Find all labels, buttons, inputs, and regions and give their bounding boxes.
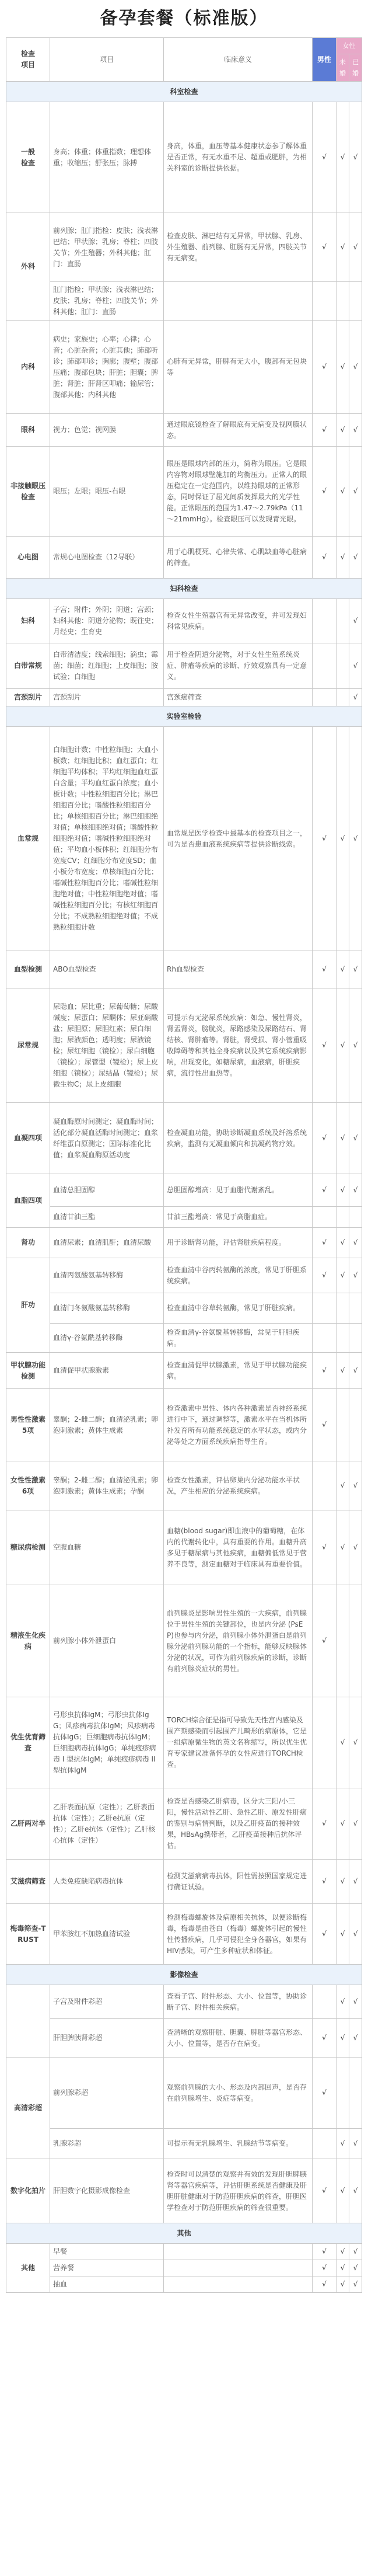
table-row [6, 2058, 362, 2129]
check-unmarried [337, 1389, 349, 1461]
row-item: 乙肝表面抗原（定性）；乙肝表面抗体（定性）；乙肝e抗原（定性）；乙肝e抗体（定性）；乙肝核心抗体（定性） [50, 1788, 164, 1860]
row-meaning: 用于心肌梗死、心律失常、心肌缺血等心脏病的筛查。 [164, 537, 313, 579]
section-row [6, 579, 362, 599]
check-male: √ [313, 2260, 337, 2276]
row-item: 肛门指检；甲状腺；浅表淋巴结；皮肤；乳房；脊柱；四肢关节；外科其他；肛门：直肠 [50, 282, 164, 321]
table-row [6, 1461, 362, 1510]
row-item: 前列腺彩超 [50, 2058, 164, 2129]
check-male: √ [313, 1228, 337, 1258]
row-meaning: Rh血型检查 [164, 951, 313, 988]
row-project: 数字化拍片 [6, 2159, 50, 2223]
check-male: √ [313, 1353, 337, 1389]
section-title: 影像检查 [6, 1965, 362, 1985]
check-married: √ [349, 1461, 362, 1510]
check-married: √ [349, 1697, 362, 1788]
check-married [349, 2058, 362, 2129]
check-unmarried: √ [337, 727, 349, 951]
check-male: √ [313, 414, 337, 447]
row-project: 优生优育筛查 [6, 1697, 50, 1788]
table-row [6, 447, 362, 537]
check-male [313, 282, 337, 321]
row-project: 白带常规 [6, 643, 50, 689]
table-row [6, 213, 362, 282]
check-male [313, 1324, 337, 1353]
check-unmarried [337, 1585, 349, 1697]
row-item: 视力；色觉；视网膜 [50, 414, 164, 447]
row-project [6, 1985, 50, 2058]
check-unmarried: √ [337, 951, 349, 988]
row-item: 子宫及附件彩超 [50, 1985, 164, 2019]
row-meaning: 检查皮肤、淋巴结有无异常，甲状腺、乳房、外生殖器、前列腺、肛肠有无异常，四肢关节有无病变。 [164, 213, 313, 282]
section-row [6, 82, 362, 102]
row-project: 血脂四项 [6, 1174, 50, 1228]
row-item: 营养餐 [50, 2260, 164, 2276]
row-item: ABO血型检查 [50, 951, 164, 988]
table-row [6, 1228, 362, 1258]
check-unmarried: √ [337, 2260, 349, 2276]
package-table [6, 37, 362, 2293]
check-married: √ [349, 321, 362, 414]
table-row [6, 282, 362, 321]
check-married: √ [349, 1510, 362, 1585]
check-unmarried: √ [337, 213, 349, 282]
header-female: 女性 [337, 38, 362, 54]
row-meaning: 用于诊断肾功能，评估肾脏疾病程度。 [164, 1228, 313, 1258]
row-meaning: 血常规是医学检查中最基本的检查项目之一，可为是否患血液系统疾病等提供诊断线索。 [164, 727, 313, 951]
row-meaning: 甘油三酯增高：常见于高脂血症。 [164, 1207, 313, 1228]
check-male: √ [313, 1258, 337, 1293]
row-meaning: 检查女性激素，评估卵巢内分泌功能水平状况，产生相应的分泌系统疾病。 [164, 1461, 313, 1510]
check-married [349, 1293, 362, 1324]
table-row [6, 1389, 362, 1461]
check-male: √ [313, 1788, 337, 1860]
table-row [6, 1985, 362, 2019]
header-unmarried: 未婚 [337, 54, 349, 82]
row-project: 乙肝两对半 [6, 1788, 50, 1860]
check-unmarried: √ [337, 2159, 349, 2223]
check-unmarried [337, 643, 349, 689]
check-male: √ [313, 537, 337, 579]
row-project: 肾功 [6, 1228, 50, 1258]
check-married: √ [349, 1788, 362, 1860]
row-item: 乳腺彩超 [50, 2129, 164, 2159]
row-meaning: 心肺有无异常，肝脾有无大小，腹部有无包块等 [164, 321, 313, 414]
check-male: √ [313, 213, 337, 282]
table-row [6, 2244, 362, 2260]
row-project: 尿常规 [6, 988, 50, 1103]
check-married: √ [349, 2159, 362, 2223]
check-married: √ [349, 1228, 362, 1258]
table-row [6, 643, 362, 689]
row-meaning [164, 2260, 313, 2276]
row-item: 血清尿素；血清肌酐；血清尿酸 [50, 1228, 164, 1258]
check-married: √ [349, 988, 362, 1103]
row-item: 甲苯胺红不加热血清试验 [50, 1904, 164, 1965]
check-unmarried: √ [337, 1353, 349, 1389]
check-unmarried [337, 282, 349, 321]
section-title: 其他 [6, 2223, 362, 2244]
check-male [313, 1293, 337, 1324]
row-item: 常规心电图检查（12导联） [50, 537, 164, 579]
row-meaning: 查清晰的观察肝脏、胆囊、脾脏等器官形态、大小、位置等，是否存在病变。 [164, 2019, 313, 2058]
row-item: 肝胆数字化摄影成像检查 [50, 2159, 164, 2223]
check-unmarried: √ [337, 321, 349, 414]
check-unmarried: √ [337, 2129, 349, 2159]
row-meaning: 用于检查阴道分泌物，对于女性生殖系统炎症、肿瘤等疾病的诊断、疗效观察具有一定意义。 [164, 643, 313, 689]
table-row [6, 1207, 362, 1228]
row-meaning: TORCH综合征是指可导致先天性宫内感染及围产期感染而引起围产儿畸形的病原体，它是一组病原微生物的英文名称缩写，所以优生优育专家建议准备怀孕的女性应进行TORCH检查。 [164, 1697, 313, 1788]
check-male [313, 1697, 337, 1788]
table-row [6, 727, 362, 951]
page-title: 备孕套餐（标准版） [100, 8, 268, 29]
section-title: 实验室检验 [6, 706, 362, 727]
section-title: 科室检查 [6, 82, 362, 102]
section-title: 妇科检查 [6, 579, 362, 599]
row-meaning: 检测艾滋病病毒抗体，阳性需按照国家规定进行确证试验。 [164, 1860, 313, 1904]
row-item: 身高；体重；体重指数；理想体重；收缩压；舒张压；脉搏 [50, 102, 164, 213]
check-unmarried: √ [337, 1697, 349, 1788]
row-project: 内科 [6, 321, 50, 414]
row-item: 血清促甲状腺激素 [50, 1353, 164, 1389]
row-item: 睾酮；2-雌二醇；血清泌乳素；卵泡刺激素；黄体生成素；孕酮 [50, 1461, 164, 1510]
check-unmarried: √ [337, 2244, 349, 2260]
row-item: 睾酮；2-雌二醇；血清泌乳素；卵泡刺激素；黄体生成素 [50, 1389, 164, 1461]
row-item: 宫颈刮片 [50, 689, 164, 706]
header-project: 检查 项目 [6, 38, 50, 82]
check-male [313, 643, 337, 689]
row-project: 一般 检查 [6, 102, 50, 213]
table-row [6, 2159, 362, 2223]
check-unmarried: √ [337, 1904, 349, 1965]
check-unmarried: √ [337, 1258, 349, 1293]
table-row [6, 689, 362, 706]
header-item: 项目 [50, 38, 164, 82]
check-married [349, 282, 362, 321]
row-meaning: 检查血清中谷草转氨酶，常见于肝脏疾病。 [164, 1293, 313, 1324]
row-project: 甲状腺功能检测 [6, 1353, 50, 1389]
check-married: √ [349, 2244, 362, 2260]
row-item: 弓形虫抗体IgM；弓形虫抗体IgG；风疹病毒抗体IgM；风疹病毒抗体IgG；巨细胞病毒抗体IgM；巨细胞病毒抗体IgG；单纯疱疹病毒 I 型抗体IgM；单纯疱疹病毒 II 型抗体IgM [50, 1697, 164, 1788]
row-meaning: 身高，体重，血压等基本健康状态参了解体重是否正常，有无水重不足、超重或肥胖，为相关科室的诊断提供依据。 [164, 102, 313, 213]
row-meaning: 宫颈癌筛查 [164, 689, 313, 706]
row-meaning: 总胆固醇增高：见于血脂代谢紊乱。 [164, 1174, 313, 1207]
check-male [313, 2129, 337, 2159]
row-item: 血清总胆固醇 [50, 1174, 164, 1207]
section-row [6, 706, 362, 727]
check-male: √ [313, 1389, 337, 1461]
section-row [6, 2223, 362, 2244]
table-row [6, 2276, 362, 2293]
table-row [6, 2260, 362, 2276]
check-male: √ [313, 1510, 337, 1585]
table-row [6, 1293, 362, 1324]
row-meaning [164, 2244, 313, 2260]
check-married [349, 1207, 362, 1228]
row-meaning [164, 2276, 313, 2293]
row-meaning [164, 282, 313, 321]
check-unmarried: √ [337, 1788, 349, 1860]
check-unmarried: √ [337, 1461, 349, 1510]
table-row [6, 1103, 362, 1174]
check-married: √ [349, 213, 362, 282]
row-meaning: 眼压是眼球内部的压力，简称为眼压。它是眼内容物对眼球壁施加的均衡压力。正常人的眼压稳定在一定范围内，以维持眼球的正常形态，同时保证了屈光间质发挥最大的光学性能。正常眼压的范围为1.47～2.79kPa（11～21mmHg）。检查眼压可以发现青光眼。 [164, 447, 313, 537]
check-male [313, 599, 337, 643]
check-married: √ [349, 1353, 362, 1389]
section-row [6, 1965, 362, 1985]
check-unmarried: √ [337, 1510, 349, 1585]
check-male: √ [313, 2058, 337, 2129]
check-married: √ [349, 1103, 362, 1174]
check-unmarried [337, 2058, 349, 2129]
row-item: 凝血酶原时间测定；凝血酶时间；活化部分凝血活酶时间测定；血浆纤维蛋白原测定；国际标准化比值；血浆凝血酶原活动度 [50, 1103, 164, 1174]
check-married: √ [349, 2129, 362, 2159]
row-meaning: 观察前列腺的大小、形态及内部回声，是否存在前列腺增生、炎症等病变。 [164, 2058, 313, 2129]
check-male: √ [313, 951, 337, 988]
check-married: √ [349, 1174, 362, 1207]
table-row [6, 1174, 362, 1207]
check-male: √ [313, 1174, 337, 1207]
check-married: √ [349, 689, 362, 706]
check-married [349, 1389, 362, 1461]
check-male [313, 1461, 337, 1510]
check-married: √ [349, 2019, 362, 2058]
check-married: √ [349, 1904, 362, 1965]
row-item: 血清丙氨酸氨基转移酶 [50, 1258, 164, 1293]
check-married: √ [349, 447, 362, 537]
row-meaning: 检查血清促甲状腺激素，常见于甲状腺功能疾病。 [164, 1353, 313, 1389]
row-project: 女性性激素6项 [6, 1461, 50, 1510]
row-project: 精液生化疾病 [6, 1585, 50, 1697]
row-project: 艾滋病筛查 [6, 1860, 50, 1904]
row-meaning: 检查是否感染乙肝病毒，区分大三阳/小三阳，慢性活动性乙肝、急性乙肝、原发性肝癌的鉴别与病情判断，以及乙肝疫苗的接种效果，HBsAg携带者，乙肝疫苗接种后抗体评估。 [164, 1788, 313, 1860]
row-meaning: 查看子宫、附件形态、大小、位置等，协助诊断子宫、附件相关疾病。 [164, 1985, 313, 2019]
row-item: 前列腺；肛门指检：皮肤；浅表淋巴结；甲状腺；乳房；脊柱；四肢关节；外生殖器；外科其他；肛门：直肠 [50, 213, 164, 282]
row-project: 高清彩超 [6, 2058, 50, 2159]
row-project: 外科 [6, 213, 50, 321]
check-male: √ [313, 1585, 337, 1697]
check-married: √ [349, 643, 362, 689]
table-row [6, 988, 362, 1103]
check-married [349, 1324, 362, 1353]
table-row [6, 1353, 362, 1389]
check-male: √ [313, 321, 337, 414]
row-meaning: 检测梅毒螺旋体及病原相关抗体，以便诊断梅毒，梅毒是由苍白（梅毒）螺旋体引起的慢性性传播疾病，几乎可侵犯全身各器官，如果有HIV感染，可产生多种症状和体征。 [164, 1904, 313, 1965]
row-meaning: 检查时可以清楚的观察并有效的发现肝胆脾胰肾等器官疾病等，评估肝胆系统是否健康及肝胆肝脏健康对于防范肝胆疾病的筛查，肝胆医学检查对于防范肝胆疾病的筛查很重要。 [164, 2159, 313, 2223]
check-unmarried: √ [337, 102, 349, 213]
row-item: 白带清洁度；线索细胞；滴虫；霉菌；细菌；红细胞；上皮细胞；胺试验；白细胞 [50, 643, 164, 689]
row-project: 非接触眼压检查 [6, 447, 50, 537]
row-project: 血常规 [6, 727, 50, 951]
check-unmarried [337, 689, 349, 706]
table-row [6, 102, 362, 213]
check-married: √ [349, 2276, 362, 2293]
check-married: √ [349, 1985, 362, 2019]
check-married: √ [349, 2260, 362, 2276]
row-project: 妇科 [6, 599, 50, 643]
check-married: √ [349, 1258, 362, 1293]
check-male: √ [313, 102, 337, 213]
table-row [6, 537, 362, 579]
check-married: √ [349, 1860, 362, 1904]
table-row [6, 1585, 362, 1697]
check-unmarried: √ [337, 2019, 349, 2058]
table-row [6, 414, 362, 447]
row-item: 子宫；附件；外阴；阴道；宫颈；妇科其他：阴道分泌物；既往史；月经史；生育史 [50, 599, 164, 643]
check-male [313, 689, 337, 706]
header-male: 男性 [313, 38, 337, 82]
check-male: √ [313, 2244, 337, 2260]
row-item: 前列腺小体外泄蛋白 [50, 1585, 164, 1697]
table-row [6, 1788, 362, 1860]
check-male: √ [313, 2276, 337, 2293]
row-item: 早餐 [50, 2244, 164, 2260]
row-project: 血凝四项 [6, 1103, 50, 1174]
check-unmarried [337, 1324, 349, 1353]
row-project: 男性性激素5项 [6, 1389, 50, 1461]
check-married: √ [349, 102, 362, 213]
row-item: 血清γ-谷氨酰基转移酶 [50, 1324, 164, 1353]
row-meaning: 检查女性生殖器官有无异常改变，并可发现妇科常见疾病。 [164, 599, 313, 643]
check-male: √ [313, 1904, 337, 1965]
check-unmarried: √ [337, 1228, 349, 1258]
row-meaning: 可提示有无乳腺增生、乳腺结节等病变。 [164, 2129, 313, 2159]
table-body [6, 82, 362, 2293]
row-project: 糖尿病检测 [6, 1510, 50, 1585]
check-unmarried: √ [337, 537, 349, 579]
check-male [313, 1985, 337, 2019]
row-meaning: 血糖(blood sugar)即血液中的葡萄糖，在体内的代谢转化中，具有重要的作用。血糖升高多见于糖尿病与其他疾病，血糖偏低常见于营养不良等，测定血糖对于临床具有重要价值。 [164, 1510, 313, 1585]
row-item: 病史；家族史；心率；心律；心音；心脏杂音；心脏其他；肺部听诊；肺部叩诊；胸廓；腹壁；腹部压痛；腹部包块；肝脏；胆囊；脾脏；肾脏；肝肾区叩痛；输尿管；腹部其他；内科其他 [50, 321, 164, 414]
check-unmarried [337, 599, 349, 643]
check-unmarried: √ [337, 2276, 349, 2293]
row-project: 宫颈刮片 [6, 689, 50, 706]
row-meaning: 通过眼底镜检查了解眼底有无病变及视网膜状态。 [164, 414, 313, 447]
check-male: √ [313, 1103, 337, 1174]
row-project: 其他 [6, 2244, 50, 2293]
check-unmarried: √ [337, 447, 349, 537]
row-item: 空腹血糖 [50, 1510, 164, 1585]
row-project: 梅毒筛查-TRUST [6, 1904, 50, 1965]
check-male [313, 1207, 337, 1228]
row-meaning: 检查血清γ-谷氨酰基转移酶，常见于肝胆疾病。 [164, 1324, 313, 1353]
row-item: 尿隐血；尿比重；尿葡萄糖；尿酸碱度；尿蛋白；尿酮体；尿亚硝酸盐；尿胆原；尿胆红素；尿白细胞；尿液颜色；透明度；尿液镜检；尿红细胞（镜检）；尿白细胞（镜检）；尿管型（镜检）；尿上皮细胞（镜检）；尿结晶（镜检）；尿微生物C；尿上皮细胞 [50, 988, 164, 1103]
row-meaning: 检查激素中男性、体内各种激素是否神经系统进行中下，通过调整等，激素水平在当机体所补发育所有功能系统稳定的水平状态，或内分泌等处之方面系统疾病指导生育。 [164, 1389, 313, 1461]
row-project: 心电图 [6, 537, 50, 579]
table-row [6, 951, 362, 988]
row-project: 眼科 [6, 414, 50, 447]
row-item: 抽血 [50, 2276, 164, 2293]
row-project: 肝功 [6, 1258, 50, 1353]
check-unmarried [337, 1293, 349, 1324]
table-row [6, 1510, 362, 1585]
header-married: 已婚 [349, 54, 362, 82]
row-item: 血清门冬氨酸氨基转移酶 [50, 1293, 164, 1324]
check-unmarried [337, 1207, 349, 1228]
check-unmarried: √ [337, 1985, 349, 2019]
check-unmarried: √ [337, 988, 349, 1103]
row-meaning: 检查血清中谷丙转氨酶的浓度，常见于肝胆系统疾病。 [164, 1258, 313, 1293]
table-row [6, 1697, 362, 1788]
row-meaning: 前列腺炎是影响男性生殖的一大疾病，前列腺位于男性生殖的关键部位，也是内分泌 (PsEP)也参与内分泌，前列腺小体外泄蛋白是前列腺分泌前列腺功能的一个指标，能够反映腺体分泌的状况，可作为前列腺疾病的诊断，诊断有前列腺炎症状的男性。 [164, 1585, 313, 1697]
table-row [6, 1904, 362, 1965]
table-row [6, 1324, 362, 1353]
check-married: √ [349, 727, 362, 951]
check-married: √ [349, 414, 362, 447]
table-row [6, 1860, 362, 1904]
check-male: √ [313, 727, 337, 951]
table-row [6, 599, 362, 643]
row-item: 眼压；左眼；眼压-右眼 [50, 447, 164, 537]
check-married: √ [349, 537, 362, 579]
row-item: 血清甘油三酯 [50, 1207, 164, 1228]
check-male: √ [313, 2159, 337, 2223]
check-male: √ [313, 447, 337, 537]
check-unmarried: √ [337, 1103, 349, 1174]
row-meaning: 可提示有无泌尿系统疾病：如急、慢性肾炎，肾盂肾炎，膀胱炎，尿路感染及尿路结石、肾结核、肾肿瘤等。肾脏，肾受损、肾小管重吸收障碍等和其他全身疾病以及其它系统疾病影响，出现变化，如糖尿病，血液病，肝胆疾病，流行性出血热等。 [164, 988, 313, 1103]
check-married: √ [349, 951, 362, 988]
table-row [6, 2019, 362, 2058]
check-unmarried: √ [337, 1174, 349, 1207]
check-unmarried: √ [337, 414, 349, 447]
row-item: 肝胆脾胰肾彩超 [50, 2019, 164, 2058]
row-item: 人类免疫缺陷病毒抗体 [50, 1860, 164, 1904]
check-male: √ [313, 988, 337, 1103]
header-meaning: 临床意义 [164, 38, 313, 82]
check-unmarried: √ [337, 1860, 349, 1904]
check-male: √ [313, 1860, 337, 1904]
row-item: 白细胞计数；中性粒细胞；大血小板数；红细胞比积；血红蛋白；红细胞平均体积；平均红细胞血红蛋白含量；平均血红蛋白浓度；血小板计数；中性粒细胞百分比；淋巴细胞百分比；嗜酸性粒细胞百分比；单核细胞百分比；淋巴细胞绝对值；单核细胞绝对值；嗜酸性粒细胞绝对值；嗜碱性粒细胞绝对值；平均血小板体积；红细胞分布宽度CV；红细胞分布宽度SD；血小板分布宽度；单核细胞百分比；嗜碱性粒细胞百分比；嗜碱性粒细胞绝对值；中性粒细胞绝对值；嗜碱性粒细胞百分比；有核红细胞百分比；不成熟粒细胞绝对值；不成熟粒细胞计数 [50, 727, 164, 951]
row-project: 血型检测 [6, 951, 50, 988]
table-row [6, 321, 362, 414]
table-row [6, 1258, 362, 1293]
row-meaning: 检查凝血功能，协助诊断凝血系统及纤溶系统疾病，监测有无凝血倾向和抗凝药物疗效。 [164, 1103, 313, 1174]
table-row [6, 2129, 362, 2159]
check-married: √ [349, 599, 362, 643]
check-married [349, 1585, 362, 1697]
check-male: √ [313, 2019, 337, 2058]
